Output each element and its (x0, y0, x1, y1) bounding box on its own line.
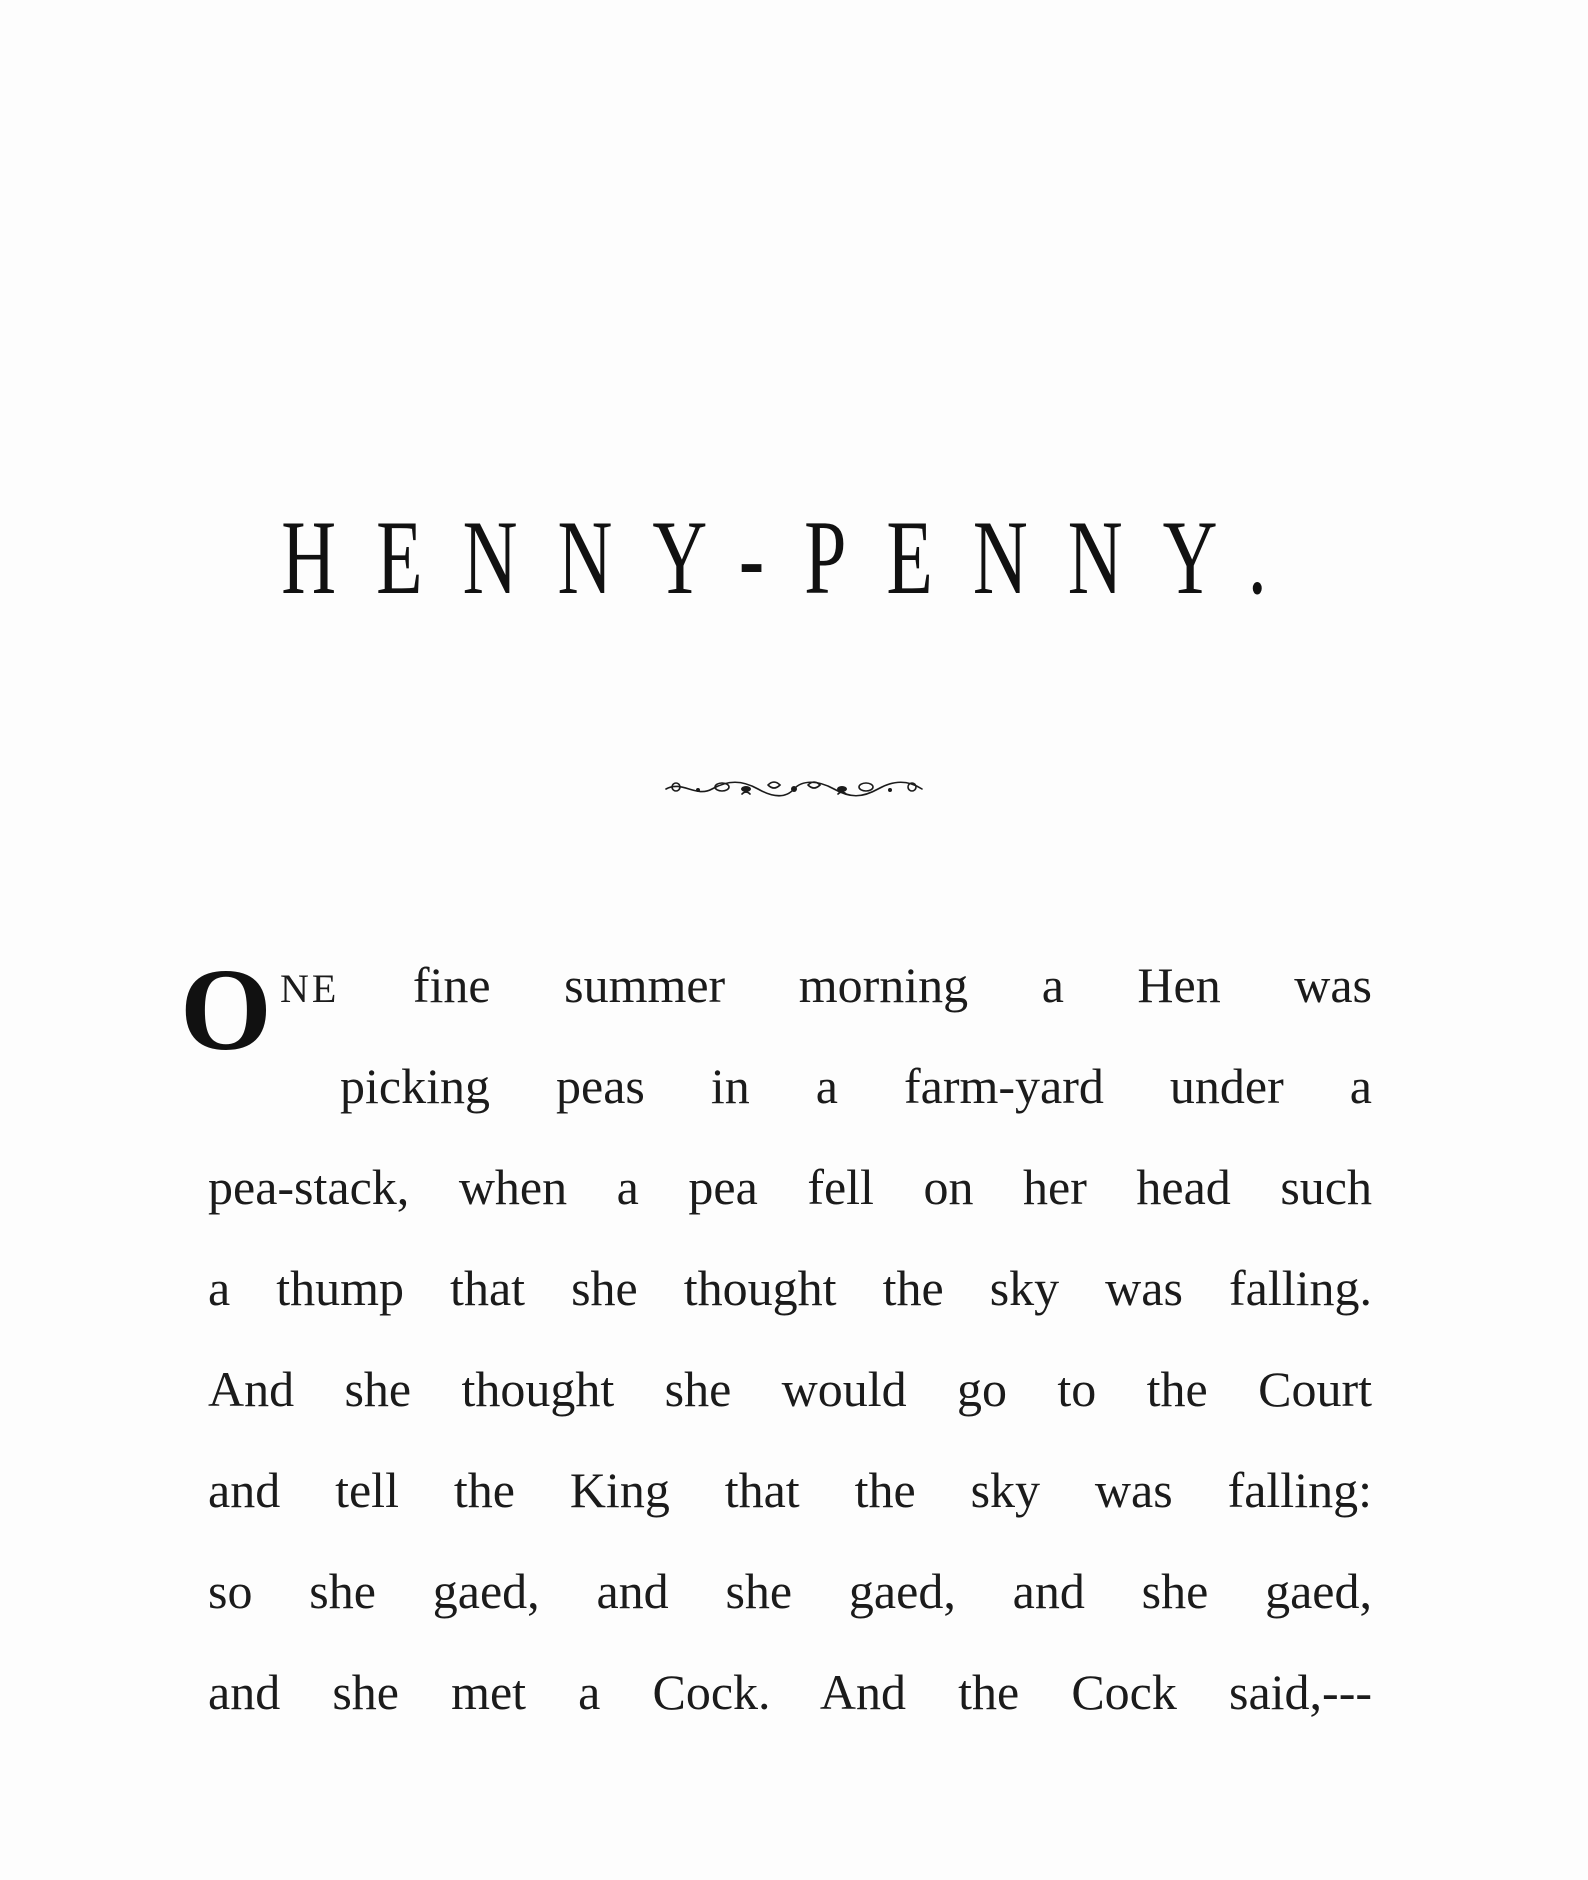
story-line-text: fine summer morning a Hen was (412, 957, 1372, 1013)
story-line: pea-stack, when a pea fell on her head such (208, 1159, 1372, 1215)
story-line (208, 945, 1372, 1046)
story-line: And she thought she would go to the Court (208, 1361, 1372, 1417)
page-title: HENNY-PENNY. (281, 499, 1307, 617)
story-line: so she gaed, and she gaed, and she gaed, (208, 1563, 1372, 1619)
vine-ornament-icon (662, 776, 926, 802)
small-caps-word: NE (280, 966, 340, 1011)
story-line: and she met a Cock. And the Cock said,--- (208, 1664, 1372, 1720)
drop-cap: O (180, 944, 272, 1075)
story-line: and tell the King that the sky was falling: (208, 1462, 1372, 1518)
story-line: picking peas in a farm-yard under a (340, 1058, 1372, 1114)
story-line: a thump that she thought the sky was falling. (208, 1260, 1372, 1316)
story-text (180, 944, 1372, 1753)
